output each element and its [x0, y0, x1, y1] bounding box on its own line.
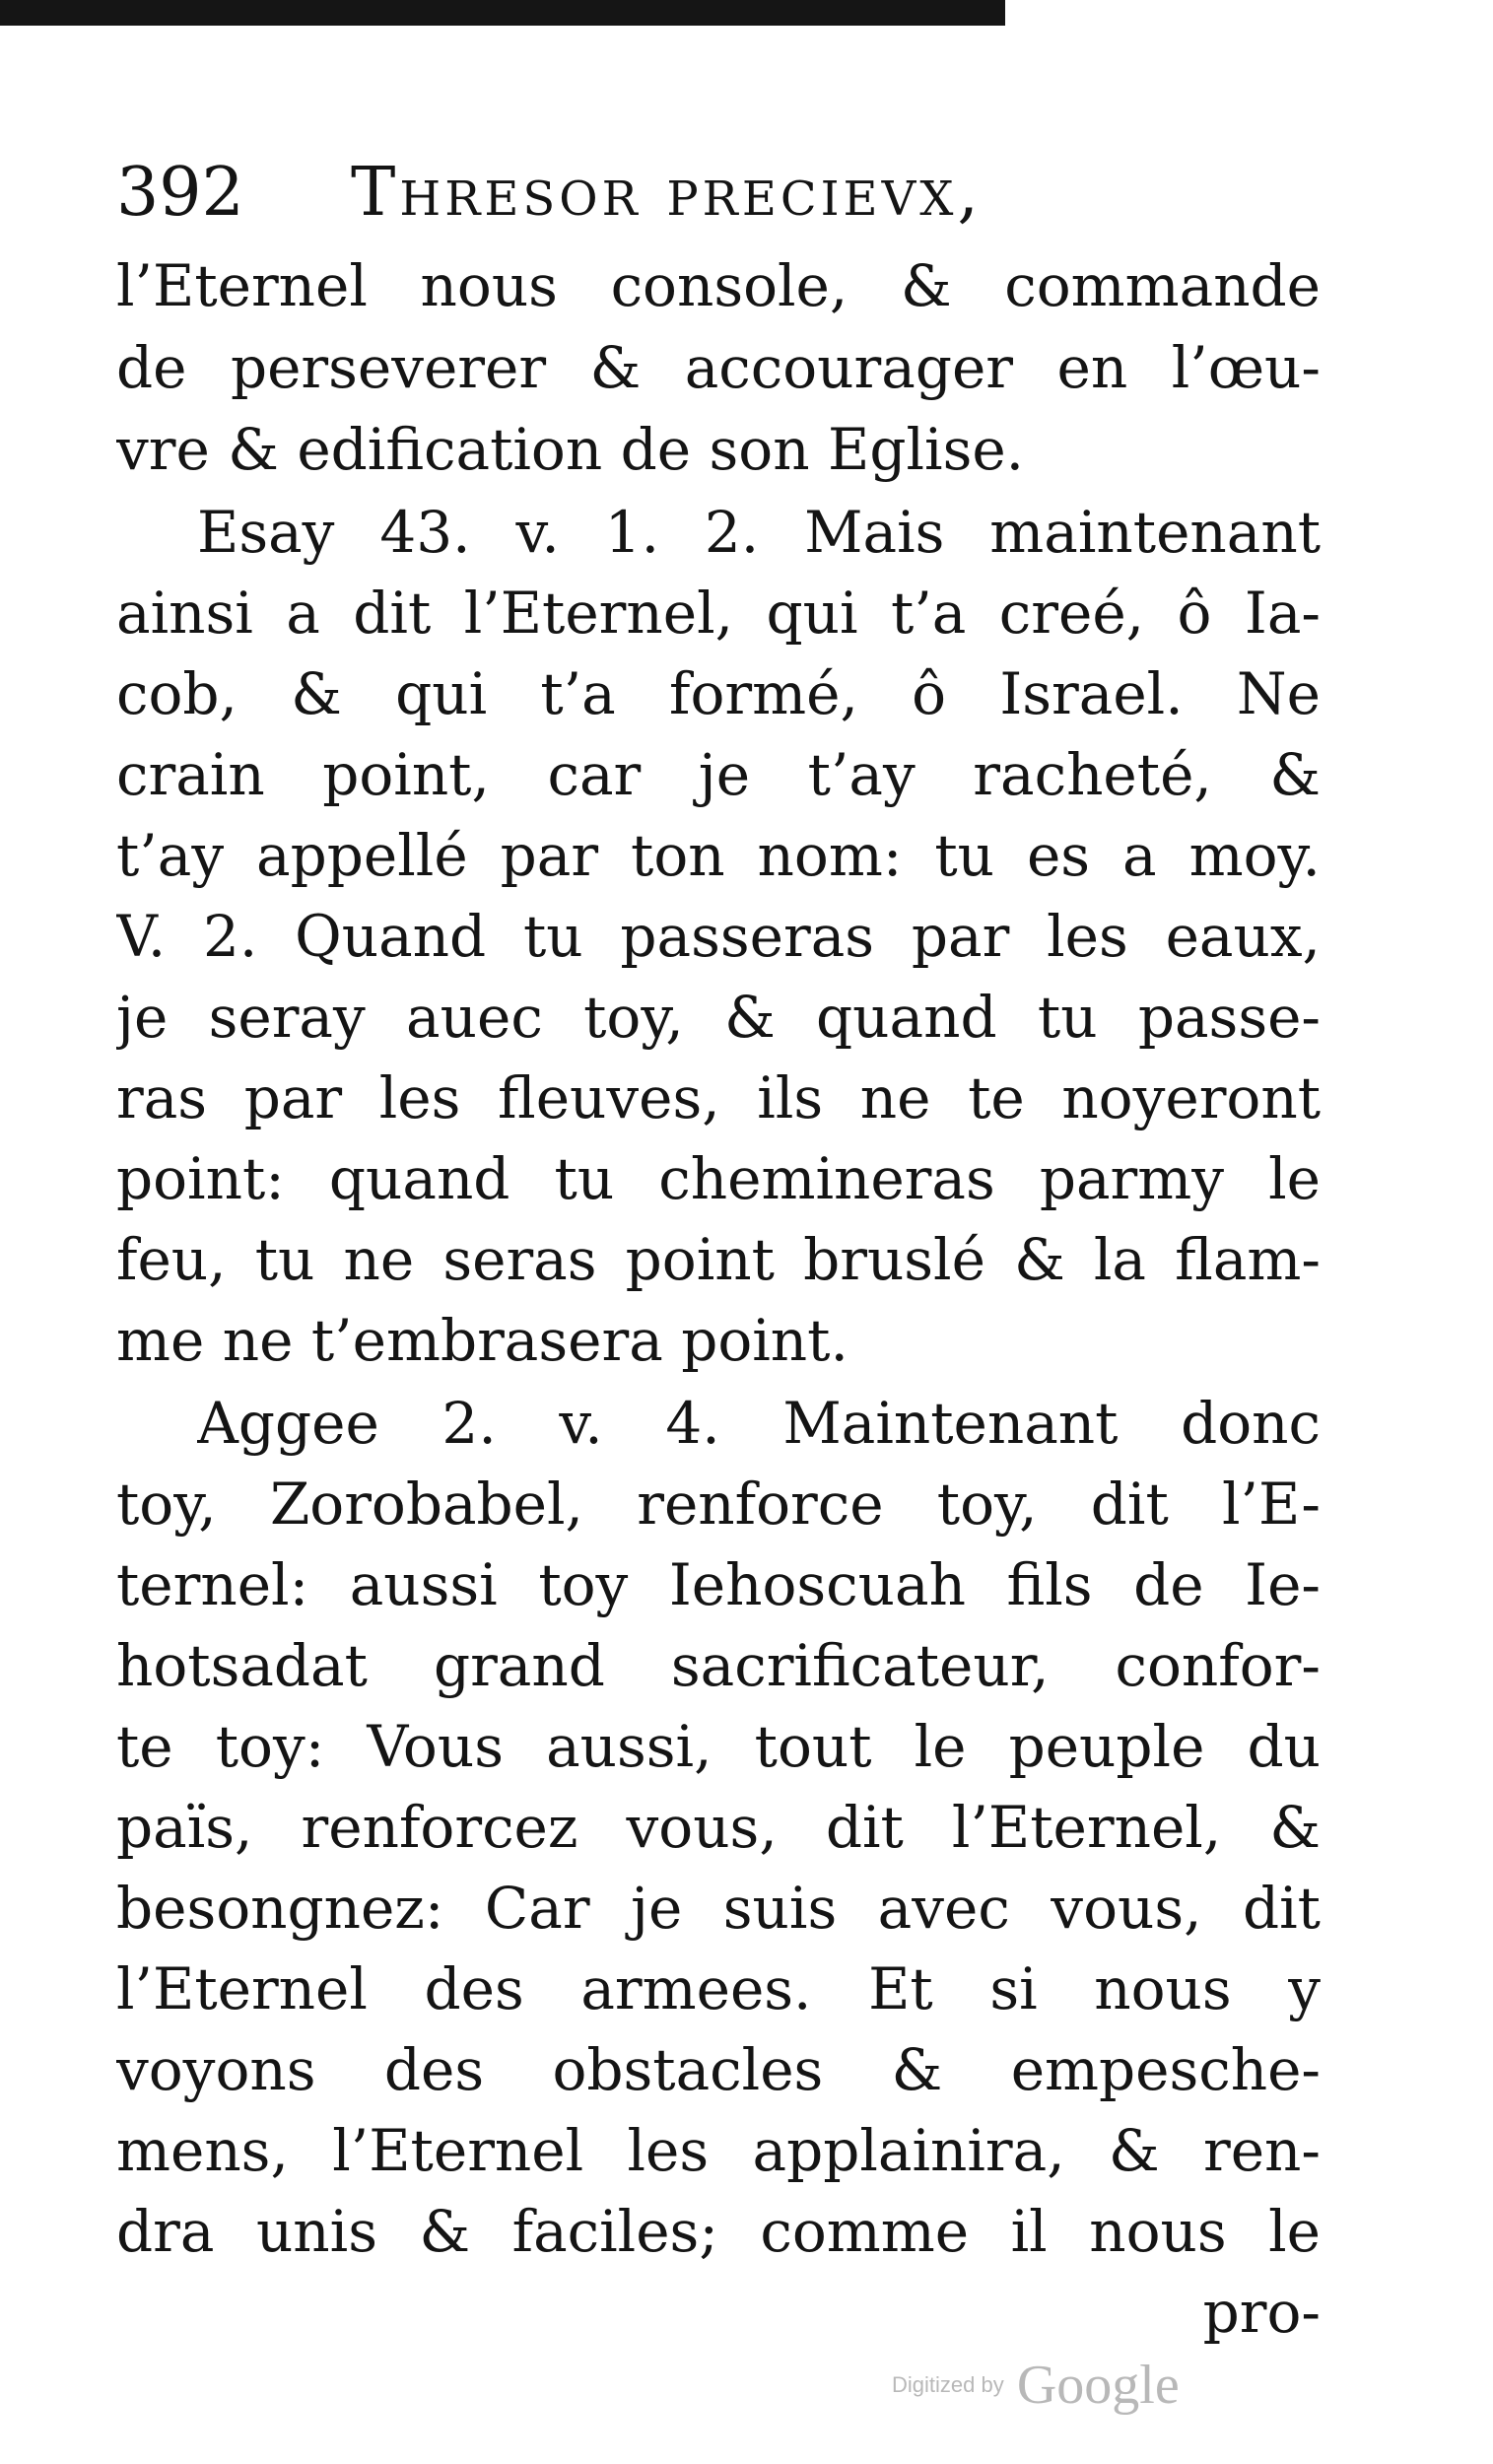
page-header [116, 146, 1319, 240]
text-line: mens, l’Eternel les applainira, & ren- [116, 2117, 1321, 2184]
text-line: besongnez: Car je suis avec vous, dit [116, 1875, 1321, 1942]
text-line: ainsi a dit l’Eternel, qui t’a creé, ô Ia- [116, 580, 1321, 647]
top-edge-bar [0, 0, 1005, 26]
text-line: vre & edification de son Eglise. [116, 416, 1025, 483]
text-line: me ne t’embrasera point. [116, 1307, 848, 1374]
text-line: crain point, car je t’ay racheté, & [116, 741, 1321, 808]
text-line: dra unis & faciles; comme il nous le [116, 2198, 1321, 2265]
text-line: Aggee 2. v. 4. Maintenant donc [197, 1390, 1321, 1457]
running-title: Thresor precievx, [351, 154, 984, 232]
text-line: ras par les fleuves, ils ne te noyeront [116, 1064, 1321, 1131]
text-line: l’Eternel des armees. Et si nous y [116, 1955, 1321, 2022]
text-line: V. 2. Quand tu passeras par les eaux, [116, 903, 1321, 970]
text-line: l’Eternel nous console, & commande [116, 252, 1321, 319]
text-line: voyons des obstacles & empesche- [116, 2036, 1321, 2103]
watermark-brand: Google [1016, 2355, 1180, 2416]
text-line: je seray auec toy, & quand tu passe- [116, 984, 1321, 1051]
page-number: 392 [116, 154, 244, 232]
text-line: ternel: aussi toy Iehoscuah fils de Ie- [116, 1551, 1321, 1618]
text-line: de perseverer & accourager en l’œu- [116, 334, 1321, 401]
text-line: toy, Zorobabel, renforce toy, dit l’E- [116, 1471, 1321, 1538]
watermark-label: Digitized by [892, 2372, 1004, 2397]
text-line: païs, renforcez vous, dit l’Eternel, & [116, 1794, 1321, 1861]
catchword: pro- [1202, 2279, 1321, 2346]
text-line: t’ay appellé par ton nom: tu es a moy. [116, 822, 1321, 889]
text-line: Esay 43. v. 1. 2. Mais maintenant [197, 499, 1321, 566]
text-line: te toy: Vous aussi, tout le peuple du [116, 1713, 1321, 1780]
text-line: point: quand tu chemineras parmy le [116, 1145, 1321, 1212]
digitized-watermark [892, 2354, 1180, 2423]
text-line: cob, & qui t’a formé, ô Israel. Ne [116, 660, 1321, 727]
text-line: hotsadat grand sacrificateur, confor- [116, 1632, 1321, 1699]
text-line: feu, tu ne seras point bruslé & la flam- [116, 1226, 1321, 1293]
